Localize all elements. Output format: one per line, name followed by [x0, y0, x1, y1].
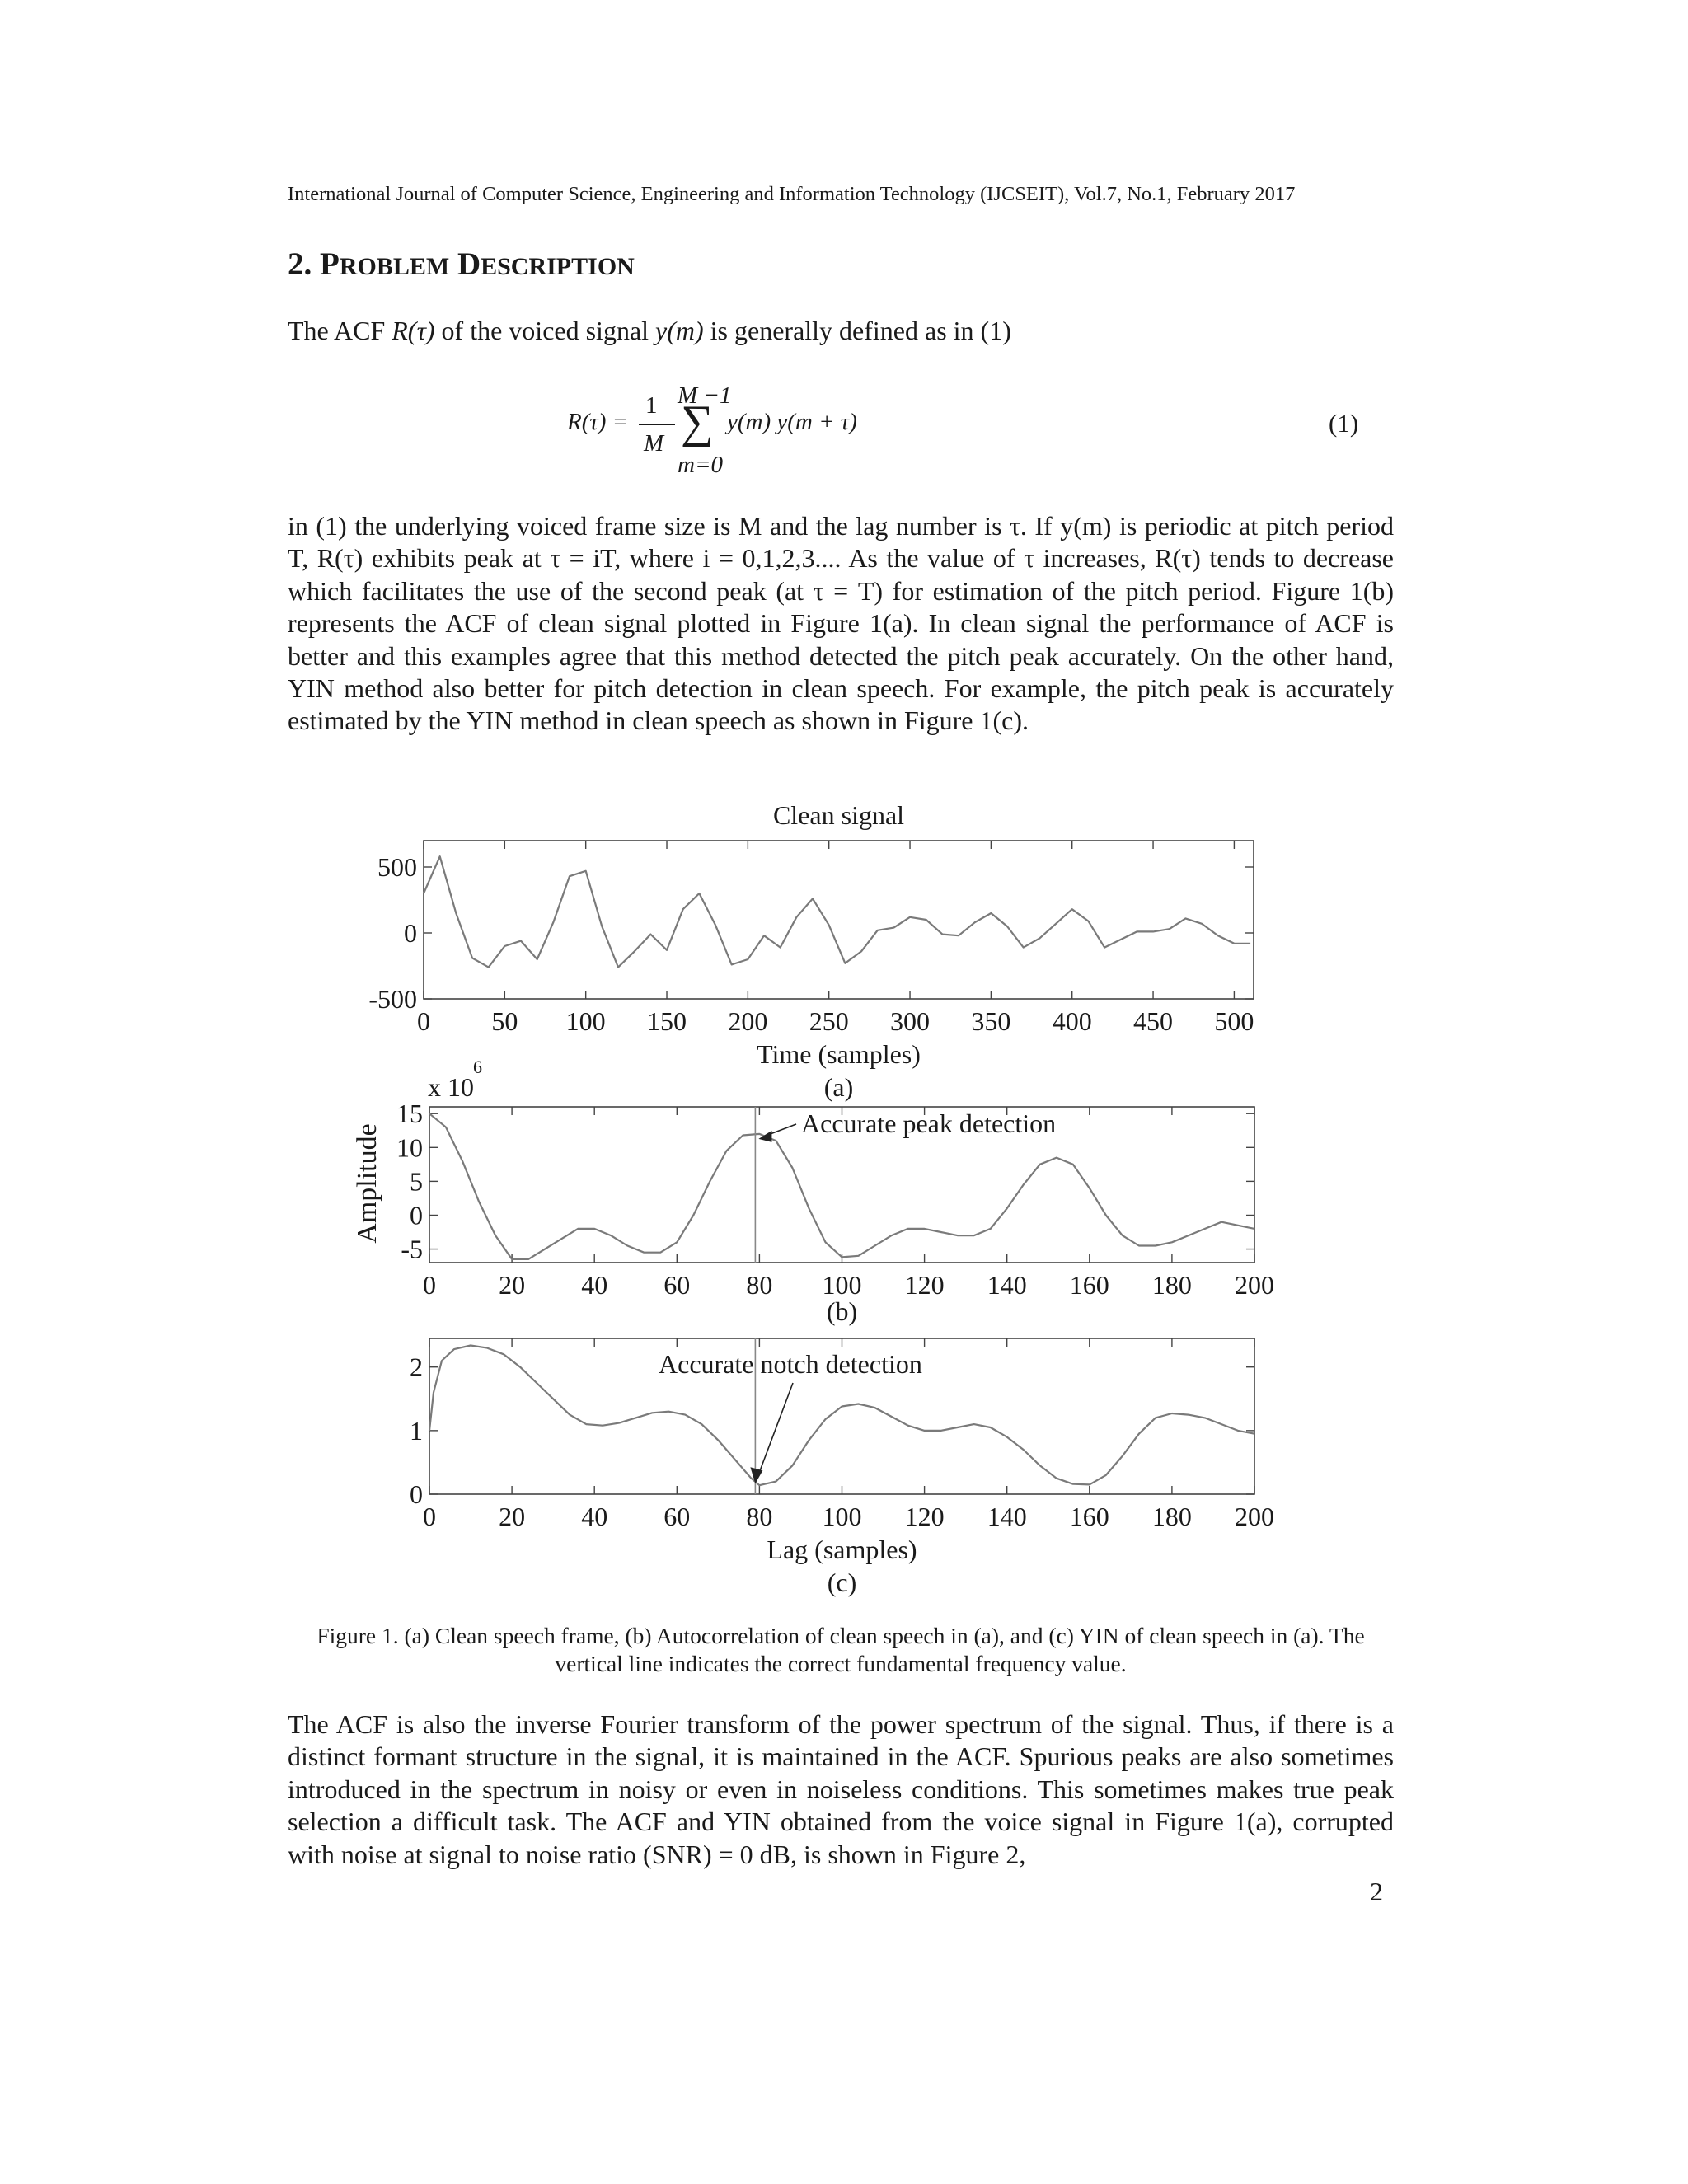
x-tick-label: 80	[746, 1502, 773, 1531]
x-tick-label: 400	[1052, 1006, 1092, 1036]
section-title-rest-2: ESCRIPTION	[481, 253, 635, 280]
y-tick-label: -500	[368, 984, 417, 1014]
equation-sum-symbol: ∑	[681, 396, 714, 448]
chart-panel-a	[368, 800, 1254, 1102]
y-tick-label: 0	[410, 1200, 423, 1230]
equation-number: (1)	[1329, 409, 1359, 438]
panel-sublabel: (a)	[823, 1072, 854, 1102]
x-tick-label: 200	[1235, 1502, 1274, 1531]
notch-annotation-label: Accurate notch detection	[659, 1349, 922, 1379]
x-tick-label: 0	[423, 1270, 436, 1300]
panel-sublabel: (c)	[827, 1568, 857, 1597]
x-tick-label: 250	[809, 1006, 849, 1036]
x-tick-label: 100	[565, 1006, 606, 1036]
chart-panel-b	[352, 1057, 1274, 1326]
chart-panel-c	[410, 1338, 1274, 1597]
y-tick-label: 15	[396, 1099, 423, 1129]
x-tick-label: 200	[1235, 1270, 1274, 1300]
peak-annotation-arrowhead	[758, 1131, 771, 1142]
intro-symbol-r-tau: R(τ)	[392, 316, 435, 345]
x-tick-label: 150	[647, 1006, 687, 1036]
x-tick-label: 180	[1151, 1270, 1192, 1300]
x-tick-label: 60	[663, 1502, 691, 1531]
y-tick-label: 5	[410, 1166, 423, 1197]
y-tick-label: 0	[410, 1479, 423, 1509]
panel-sublabel: (b)	[826, 1296, 858, 1326]
y-axis-label: Amplitude	[352, 1123, 382, 1244]
intro-text-2: of the voiced signal	[434, 316, 656, 345]
section-title-cap-2: D	[457, 246, 481, 282]
x-axis-label: Lag (samples)	[767, 1535, 917, 1564]
equation-numerator: 1	[645, 392, 658, 419]
x-tick-label: 40	[581, 1270, 608, 1300]
section-number: 2.	[288, 246, 312, 282]
intro-text-1: The ACF	[288, 316, 392, 345]
x-tick-label: 50	[491, 1006, 518, 1036]
x-tick-label: 350	[971, 1006, 1011, 1036]
x-tick-label: 120	[904, 1502, 945, 1531]
notch-annotation-arrow	[757, 1383, 793, 1479]
x-tick-label: 450	[1133, 1006, 1174, 1036]
x-tick-label: 0	[417, 1006, 430, 1036]
intro-symbol-y-m: y(m)	[655, 316, 704, 345]
x-tick-label: 140	[987, 1270, 1027, 1300]
x-tick-label: 160	[1069, 1502, 1109, 1531]
x-tick-label: 140	[987, 1502, 1027, 1531]
y-tick-label: 10	[396, 1132, 423, 1163]
x-tick-label: 20	[499, 1270, 526, 1300]
scale-exponent-label: 6	[473, 1057, 482, 1077]
x-tick-label: 300	[890, 1006, 931, 1036]
scale-multiplier-label: x 10	[428, 1072, 474, 1102]
figure-caption: Figure 1. (a) Clean speech frame, (b) Autocorrelation of clean speech in (a), and (c) YIN of clean speech in (a). The vertical line indicates the correct fundamental frequency value.	[316, 1623, 1365, 1676]
y-tick-label: 2	[410, 1352, 423, 1382]
section-title-rest-1: ROBLEM	[339, 253, 450, 280]
y-tick-label: 1	[410, 1415, 423, 1446]
peak-annotation-label: Accurate peak detection	[801, 1108, 1057, 1138]
equation-body: y(m) y(m + τ)	[727, 409, 857, 435]
series-line-a	[424, 856, 1250, 967]
x-tick-label: 100	[822, 1270, 862, 1300]
equation-sum-upper-limit: M −1	[678, 382, 732, 409]
x-tick-label: 40	[581, 1502, 608, 1531]
section-title-cap-1: P	[320, 246, 340, 282]
paragraph-1: in (1) the underlying voiced frame size is M and the lag number is τ. If y(m) is periodic at pitch period T, R(τ) exhibits peak at τ = iT, where i = 0,1,2,3.... As the value of τ increases, R(τ) tends to decrease which facilitates the use of the second peak (at τ = T) for estimation of the pitch period. Figure 1(b) represents the ACF of clean signal plotted in Figure 1(a). In clean signal the performance of ACF is better and this examples agree that this method detected the pitch peak accurately. On the other hand, YIN method also better for pitch detection in clean speech. For example, the pitch peak is accurately estimated by the YIN method in clean speech as shown in Figure 1(c).	[288, 511, 1394, 736]
x-tick-label: 60	[663, 1270, 691, 1300]
x-tick-label: 20	[499, 1502, 526, 1531]
y-tick-label: -5	[401, 1234, 423, 1264]
page-number: 2	[1370, 1877, 1383, 1906]
intro-text-3: is generally defined as in (1)	[703, 316, 1011, 345]
equation-lhs: R(τ) =	[567, 409, 629, 435]
x-tick-label: 200	[728, 1006, 768, 1036]
x-tick-label: 120	[904, 1270, 945, 1300]
chart-title: Clean signal	[772, 800, 905, 830]
x-tick-label: 500	[1214, 1006, 1254, 1036]
y-tick-label: 500	[377, 852, 417, 882]
y-tick-label: 0	[404, 918, 417, 948]
x-tick-label: 80	[746, 1270, 773, 1300]
x-tick-label: 100	[822, 1502, 862, 1531]
x-tick-label: 180	[1151, 1502, 1192, 1531]
equation-sum-lower-limit: m=0	[678, 452, 724, 478]
axes-frame-a	[424, 841, 1254, 999]
x-tick-label: 0	[423, 1502, 436, 1531]
equation-denominator: M	[644, 430, 664, 457]
paragraph-2: The ACF is also the inverse Fourier transform of the power spectrum of the signal. Thus, if there is a distinct formant structure in the signal, it is maintained in the ACF. Spurious peaks are also sometimes introduced in the spectrum in noisy or even in noiseless conditions. This sometimes makes true peak selection a difficult task. The ACF and YIN obtained from the voice signal in Figure 1(a), corrupted with noise at signal to noise ratio (SNR) = 0 dB, is shown in Figure 2,	[288, 1709, 1394, 1869]
running-header: International Journal of Computer Science, Engineering and Information Technology (IJCSEIT), Vol.7, No.1, February 2017	[288, 183, 1296, 205]
x-tick-label: 160	[1069, 1270, 1109, 1300]
x-axis-label: Time (samples)	[757, 1039, 921, 1069]
